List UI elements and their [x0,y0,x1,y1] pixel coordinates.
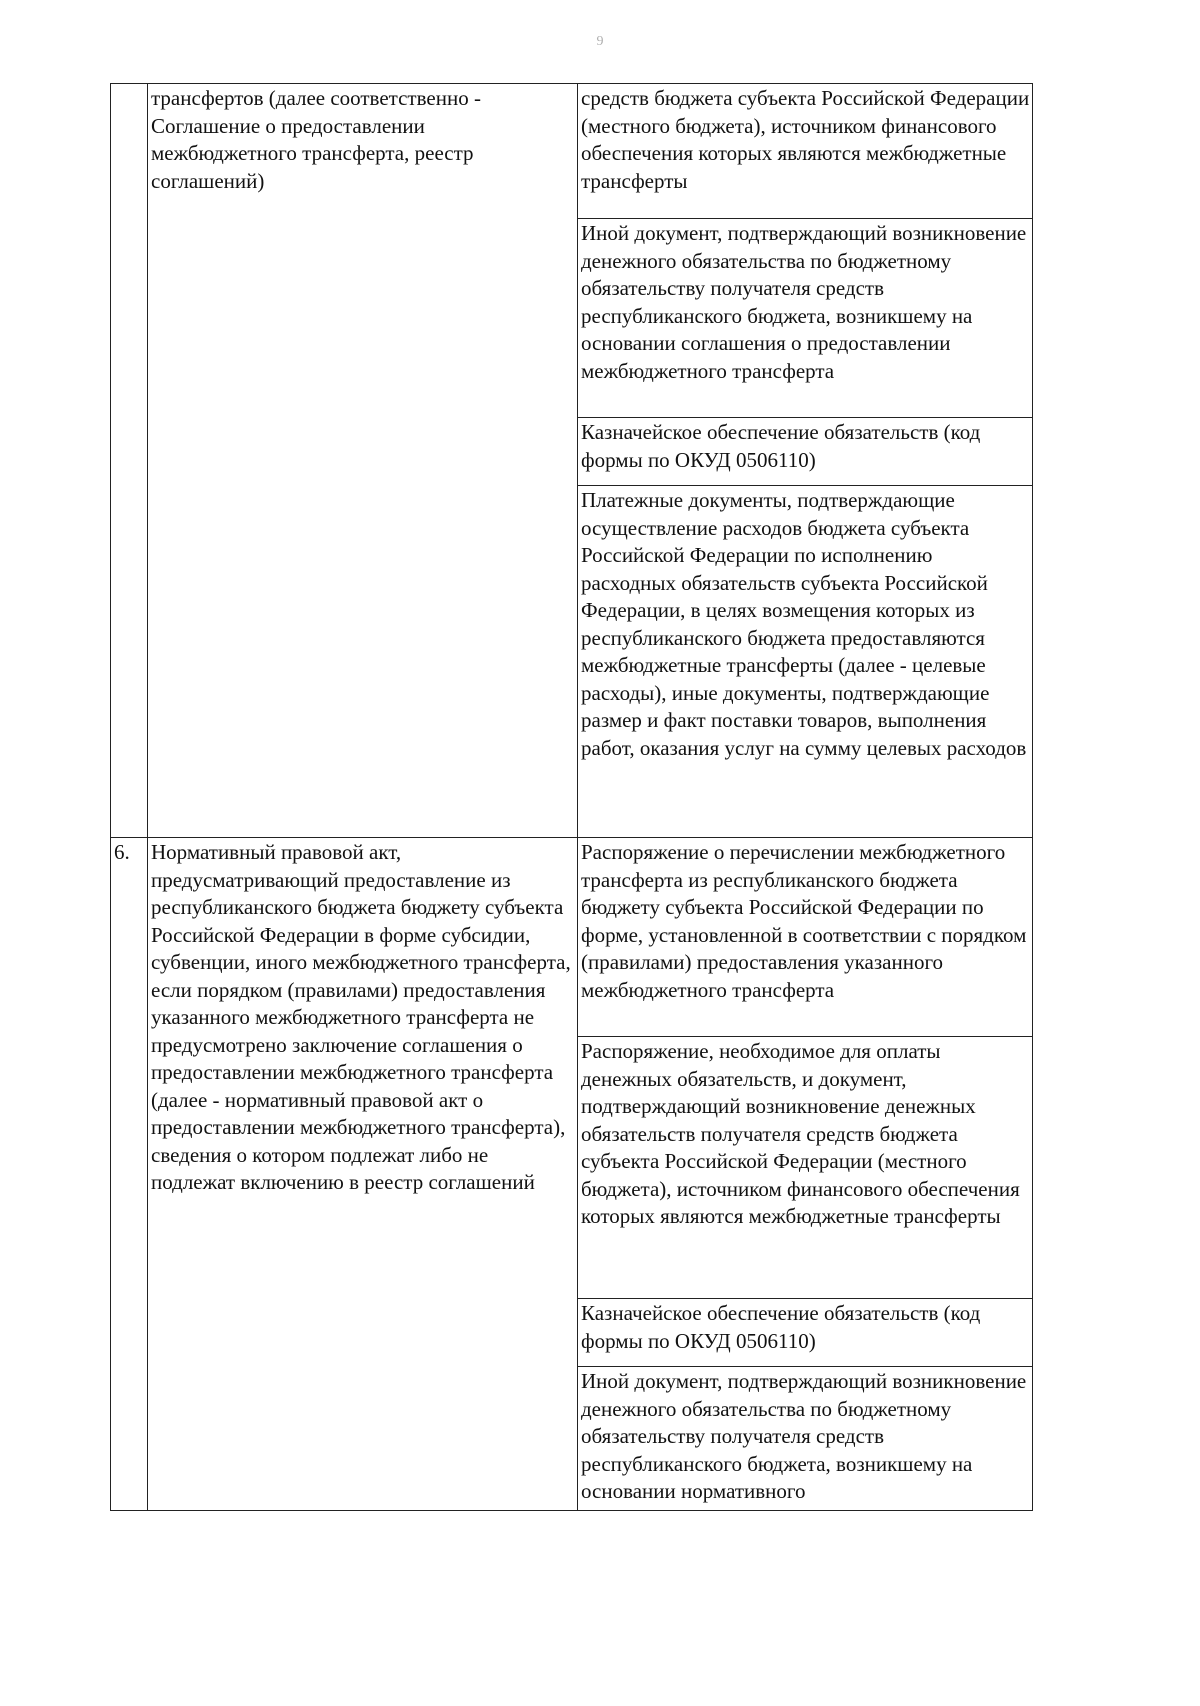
row-number-cell [111,84,148,838]
document-cell: Иной документ, подтверждающий возникновение денежного обязательства по бюджетному обязательству получателя средств республиканского бюджета, возникшему на основании соглашения о предоставлении межбюджетного трансферта [578,219,1033,418]
basis-cell: Нормативный правовой акт, предусматривающий предоставление из республиканского бюджета бюджету субъекта Российской Федерации в форме субсидии, субвенции, иного межбюджетного трансферта, если порядком (правилами) предоставления указанного межбюджетного трансферта не предусмотрено заключение соглашения о предоставлении межбюджетного трансферта (далее - нормативный правовой акт о предоставлении межбюджетного трансферта), сведения о котором подлежат либо не подлежат включению в реестр соглашений [148,838,578,1511]
page-number: 9 [596,34,604,49]
document-cell: Иной документ, подтверждающий возникновение денежного обязательства по бюджетному обязательству получателя средств республиканского бюджета, возникшему на основании нормативного [578,1367,1033,1511]
table-row [111,838,1033,1037]
document-cell: Распоряжение, необходимое для оплаты денежных обязательств, и документ, подтверждающий возникновение денежных обязательств получателя средств бюджета субъекта Российской Федерации (местного бюджета), источником финансового обеспечения которых являются межбюджетные трансферты [578,1037,1033,1299]
document-cell: Распоряжение о перечислении межбюджетного трансферта из республиканского бюджета бюджету субъекта Российской Федерации по форме, установленной в соответствии с порядком (правилами) предоставления указанного межбюджетного трансферта [578,838,1033,1037]
documents-table [110,83,1033,1511]
document-cell: средств бюджета субъекта Российской Федерации (местного бюджета), источником финансового обеспечения которых являются межбюджетные трансферты [578,84,1033,219]
row-number-cell: 6. [111,838,148,1511]
document-cell: Платежные документы, подтверждающие осуществление расходов бюджета субъекта Российской Федерации по исполнению расходных обязательств субъекта Российской Федерации, в целях возмещения которых из республиканского бюджета предоставляются межбюджетные трансферты (далее - целевые расходы), иные документы, подтверждающие размер и факт поставки товаров, выполнения работ, оказания услуг на сумму целевых расходов [578,486,1033,838]
document-cell: Казначейское обеспечение обязательств (код формы по ОКУД 0506110) [578,1299,1033,1367]
basis-cell: трансфертов (далее соответственно - Соглашение о предоставлении межбюджетного трансферта, реестр соглашений) [148,84,578,838]
table-row [111,84,1033,219]
document-cell: Казначейское обеспечение обязательств (код формы по ОКУД 0506110) [578,418,1033,486]
